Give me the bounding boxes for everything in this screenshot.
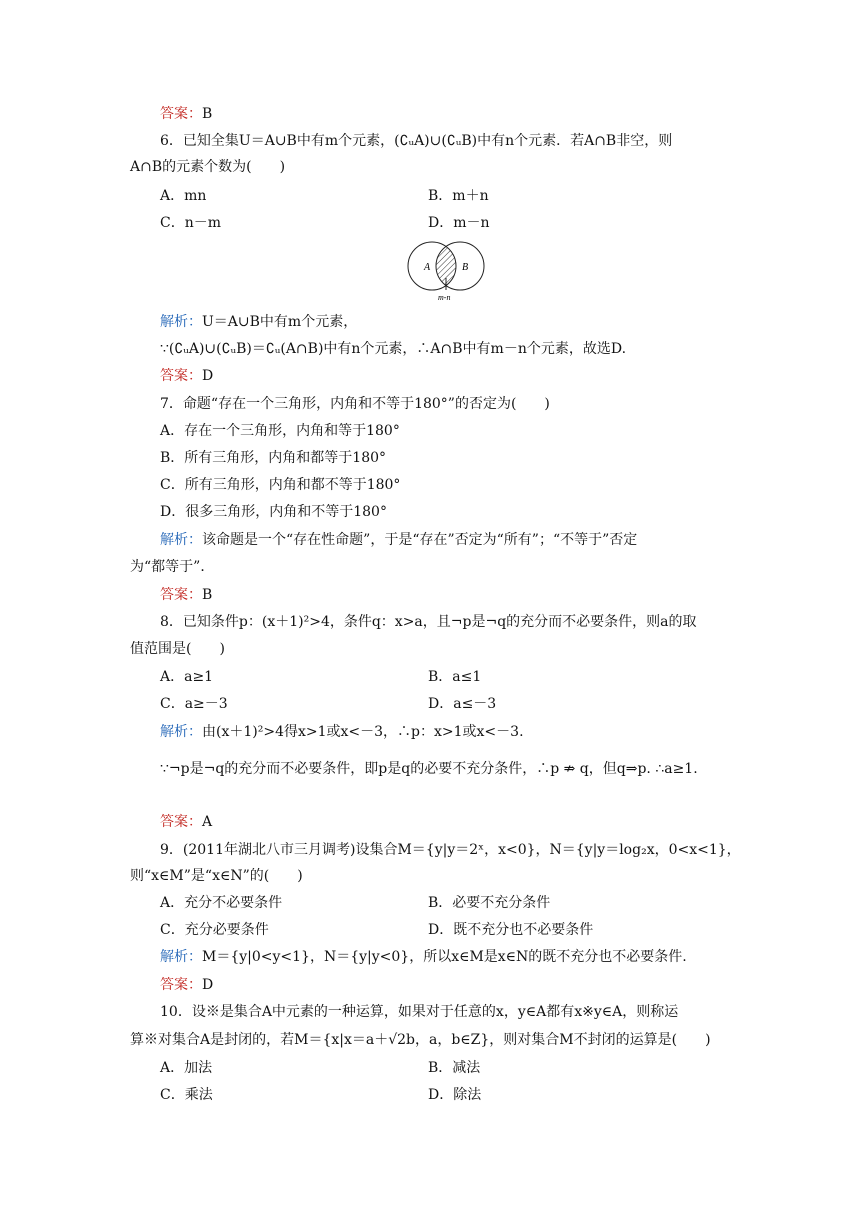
option-right: B．减法 bbox=[428, 1060, 481, 1076]
option-right: D．既不充分也不必要条件 bbox=[428, 922, 594, 938]
text-line: 10．设※是集合A中元素的一种运算，如果对于任意的x，y∈A都有x※y∈A，则称运 bbox=[160, 1004, 679, 1020]
venn-label-b: B bbox=[462, 262, 469, 273]
text-line: 8．已知条件p：(x＋1)²>4，条件q：x>a，且¬p是¬q的充分而不必要条件，则a的取 bbox=[160, 614, 697, 630]
venn-label-bottom: m-n bbox=[438, 293, 451, 302]
option-left: A．mn bbox=[160, 188, 207, 204]
text-line: 算※对集合A是封闭的，若M＝{x|x＝a＋√2b，a，b∈Z}，则对集合M不封闭的运算是( ) bbox=[130, 1032, 711, 1048]
answer-line bbox=[160, 366, 213, 386]
text-line: A．存在一个三角形，内角和等于180° bbox=[160, 423, 400, 439]
answer-value: D bbox=[202, 977, 214, 993]
solution-text: 由(x＋1)²>4得x>1或x<－3，∴p：x>1或x<－3. bbox=[202, 724, 524, 740]
option-left: C．a≥－3 bbox=[160, 696, 228, 712]
text-line: 则“x∈M”是“x∈N”的( ) bbox=[130, 868, 303, 884]
answer-tag: 答案： bbox=[160, 814, 202, 830]
answer-value: B bbox=[202, 587, 213, 603]
solution-line bbox=[160, 312, 357, 332]
answer-line bbox=[160, 812, 212, 832]
answer-tag: 答案： bbox=[160, 106, 202, 122]
solution-line bbox=[160, 722, 524, 742]
option-right: D．m－n bbox=[428, 215, 490, 231]
answer-tag: 答案： bbox=[160, 587, 202, 603]
option-right: D．a≤－3 bbox=[428, 696, 497, 712]
option-right: B．必要不充分条件 bbox=[428, 895, 551, 911]
option-left: A．充分不必要条件 bbox=[160, 895, 283, 911]
text-line: C．所有三角形，内角和都不等于180° bbox=[160, 477, 401, 493]
solution-tag: 解析： bbox=[160, 949, 202, 965]
venn-label-a: A bbox=[424, 262, 431, 273]
answer-line bbox=[160, 975, 213, 995]
answer-tag: 答案： bbox=[160, 368, 202, 384]
answer-tag: 答案： bbox=[160, 977, 202, 993]
text-line: 6．已知全集U＝A∪B中有m个元素，(∁ᵤA)∪(∁ᵤB)中有n个元素．若A∩B非空，则 bbox=[160, 133, 673, 149]
option-left: C．n－m bbox=[160, 215, 222, 231]
answer-line bbox=[160, 585, 212, 605]
text-line: B．所有三角形，内角和都等于180° bbox=[160, 450, 387, 466]
venn-diagram bbox=[404, 240, 488, 306]
text-line: 为“都等于”． bbox=[130, 559, 215, 575]
option-right: D．除法 bbox=[428, 1087, 482, 1103]
solution-line bbox=[160, 947, 687, 967]
option-left: A．a≥1 bbox=[160, 669, 214, 685]
solution-text: U＝A∪B中有m个元素， bbox=[202, 314, 358, 330]
text-line: D．很多三角形，内角和不等于180° bbox=[160, 504, 387, 520]
option-left: A．加法 bbox=[160, 1060, 213, 1076]
option-right: B．m＋n bbox=[428, 188, 489, 204]
answer-value: B bbox=[202, 106, 213, 122]
option-left: C．充分必要条件 bbox=[160, 922, 269, 938]
text-line: 7．命题“存在一个三角形，内角和不等于180°”的否定为( ) bbox=[160, 396, 550, 412]
solution-tag: 解析： bbox=[160, 314, 202, 330]
text-line: 值范围是( ) bbox=[130, 641, 225, 657]
solution-tag: 解析： bbox=[160, 532, 202, 548]
text-line: ∵¬p是¬q的充分而不必要条件，即p是q的必要不充分条件，∴p ⇏ q，但q⇒p. ∴a≥1. bbox=[160, 761, 698, 777]
answer-value: A bbox=[202, 814, 213, 830]
answer-value: D bbox=[202, 368, 214, 384]
solution-text: M＝{y|0<y<1}，N＝{y|y<0}，所以x∈M是x∈N的既不充分也不必要条件. bbox=[202, 949, 687, 965]
text-line: 9．(2011年湖北八市三月调考)设集合M＝{y|y＝2ˣ，x<0}，N＝{y|y＝log₂x，0<x<1}， bbox=[160, 842, 741, 858]
solution-line bbox=[160, 530, 637, 550]
solution-tag: 解析： bbox=[160, 724, 202, 740]
answer-line bbox=[160, 104, 212, 124]
text-line: A∩B的元素个数为( ) bbox=[130, 159, 286, 175]
option-left: C．乘法 bbox=[160, 1087, 213, 1103]
option-right: B．a≤1 bbox=[428, 669, 482, 685]
solution-text: 该命题是一个“存在性命题”，于是“存在”否定为“所有”；“不等于”否定 bbox=[202, 532, 638, 548]
text-line: ∵(∁ᵤA)∪(∁ᵤB)＝∁ᵤ(A∩B)中有n个元素，∴A∩B中有m－n个元素，故选D. bbox=[160, 341, 627, 357]
